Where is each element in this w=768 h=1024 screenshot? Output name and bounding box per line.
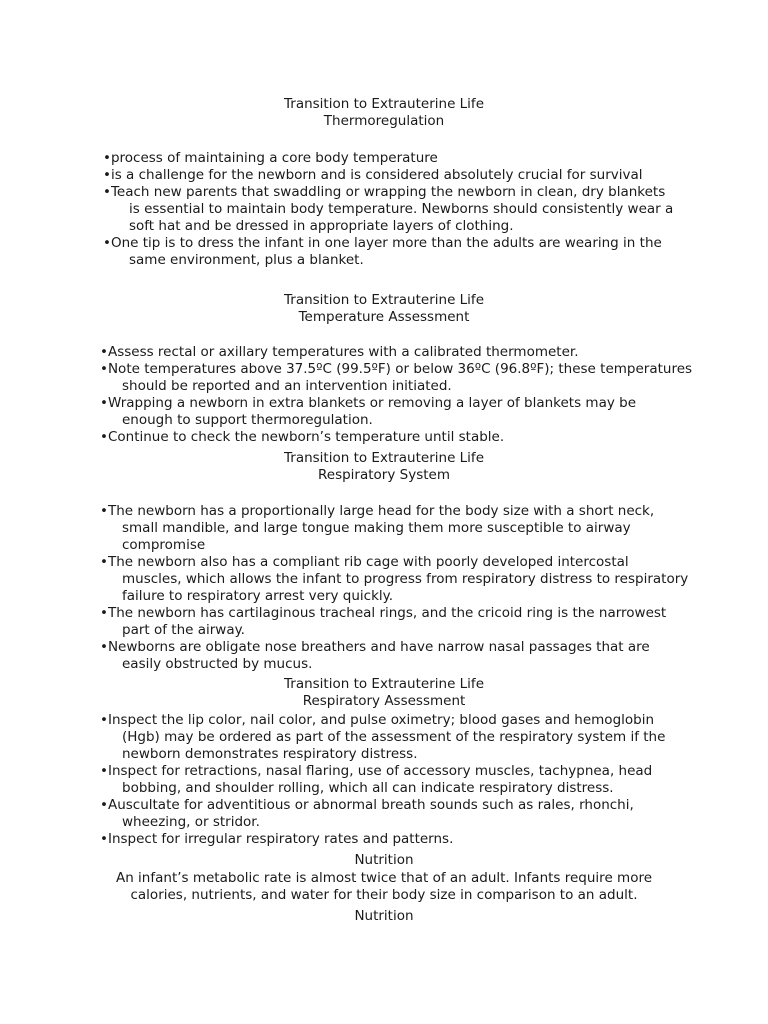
section-heading-temperature-assessment bbox=[0, 292, 768, 326]
bullet-item: •Teach new parents that swaddling or wrapping the newborn in clean, dry blankets is essential to maintain body temperature. Newborns should consistently wear a soft hat and be dressed in appropriate layers of clothing. bbox=[103, 184, 674, 234]
bullet-item: •Continue to check the newborn’s temperature until stable. bbox=[100, 429, 505, 445]
bullet-item: •The newborn also has a compliant rib cage with poorly developed intercostal muscles, which allows the infant to progress from respiratory distress to respiratory failure to respiratory arrest very quickly. bbox=[100, 554, 689, 604]
bullet-item: •The newborn has cartilaginous tracheal rings, and the cricoid ring is the narrowest part of the airway. bbox=[100, 605, 667, 638]
heading-title: Transition to Extrauterine Life bbox=[284, 676, 484, 692]
heading-subtitle: Temperature Assessment bbox=[298, 309, 470, 325]
bullet-item: •is a challenge for the newborn and is considered absolutely crucial for survival bbox=[103, 167, 643, 183]
bullet-list-respiratory-system bbox=[100, 503, 688, 673]
bullet-item: •Wrapping a newborn in extra blankets or removing a layer of blankets may be enough to support thermoregulation. bbox=[100, 395, 637, 428]
bullet-item: •One tip is to dress the infant in one layer more than the adults are wearing in the same environment, plus a blanket. bbox=[103, 235, 662, 268]
heading-title: Transition to Extrauterine Life bbox=[284, 292, 484, 308]
nutrition-paragraph: An infant’s metabolic rate is almost twice that of an adult. Infants require more calories, nutrients, and water for their body size in comparison to an adult. bbox=[115, 870, 653, 903]
bullet-item: •Inspect for irregular respiratory rates and patterns. bbox=[100, 831, 454, 847]
bullet-item: •Auscultate for adventitious or abnormal breath sounds such as rales, rhonchi, wheezing, or stridor. bbox=[100, 797, 634, 830]
bullet-item: •Newborns are obligate nose breathers and have narrow nasal passages that are easily obstructed by mucus. bbox=[100, 639, 650, 672]
heading-title: Nutrition bbox=[354, 852, 414, 868]
heading-subtitle: Respiratory System bbox=[318, 467, 450, 483]
heading-title: Transition to Extrauterine Life bbox=[284, 96, 484, 112]
bullet-item: •Note temperatures above 37.5ºC (99.5ºF) or below 36ºC (96.8ºF); these temperatures should be reported and an intervention initiated. bbox=[100, 361, 693, 394]
heading-subtitle: Respiratory Assessment bbox=[302, 693, 466, 709]
bullet-item: •Inspect for retractions, nasal flaring, use of accessory muscles, tachypnea, head bobbing, and shoulder rolling, which all can indicate respiratory distress. bbox=[100, 763, 653, 796]
bullet-item: •process of maintaining a core body temperature bbox=[103, 150, 438, 166]
bullet-list-respiratory-assessment bbox=[100, 712, 665, 848]
bullet-item: •The newborn has a proportionally large head for the body size with a short neck, small mandible, and large tongue making them more susceptible to airway compromise bbox=[100, 503, 655, 553]
section-heading-nutrition bbox=[0, 852, 768, 869]
heading-title: Transition to Extrauterine Life bbox=[284, 450, 484, 466]
section-heading-thermoregulation bbox=[0, 96, 768, 130]
bullet-item: •Assess rectal or axillary temperatures with a calibrated thermometer. bbox=[100, 344, 579, 360]
heading-subtitle: Thermoregulation bbox=[323, 113, 445, 129]
bullet-list-thermoregulation bbox=[103, 150, 673, 269]
section-heading-respiratory-assessment bbox=[0, 676, 768, 710]
bullet-item: •Inspect the lip color, nail color, and pulse oximetry; blood gases and hemoglobin (Hgb) may be ordered as part of the assessment of the respiratory system if the newborn demonstrates respiratory distress. bbox=[100, 712, 666, 762]
section-heading-nutrition-2 bbox=[0, 908, 768, 925]
heading-title: Nutrition bbox=[354, 908, 414, 924]
bullet-list-temperature-assessment bbox=[100, 344, 692, 446]
section-heading-respiratory-system bbox=[0, 450, 768, 484]
